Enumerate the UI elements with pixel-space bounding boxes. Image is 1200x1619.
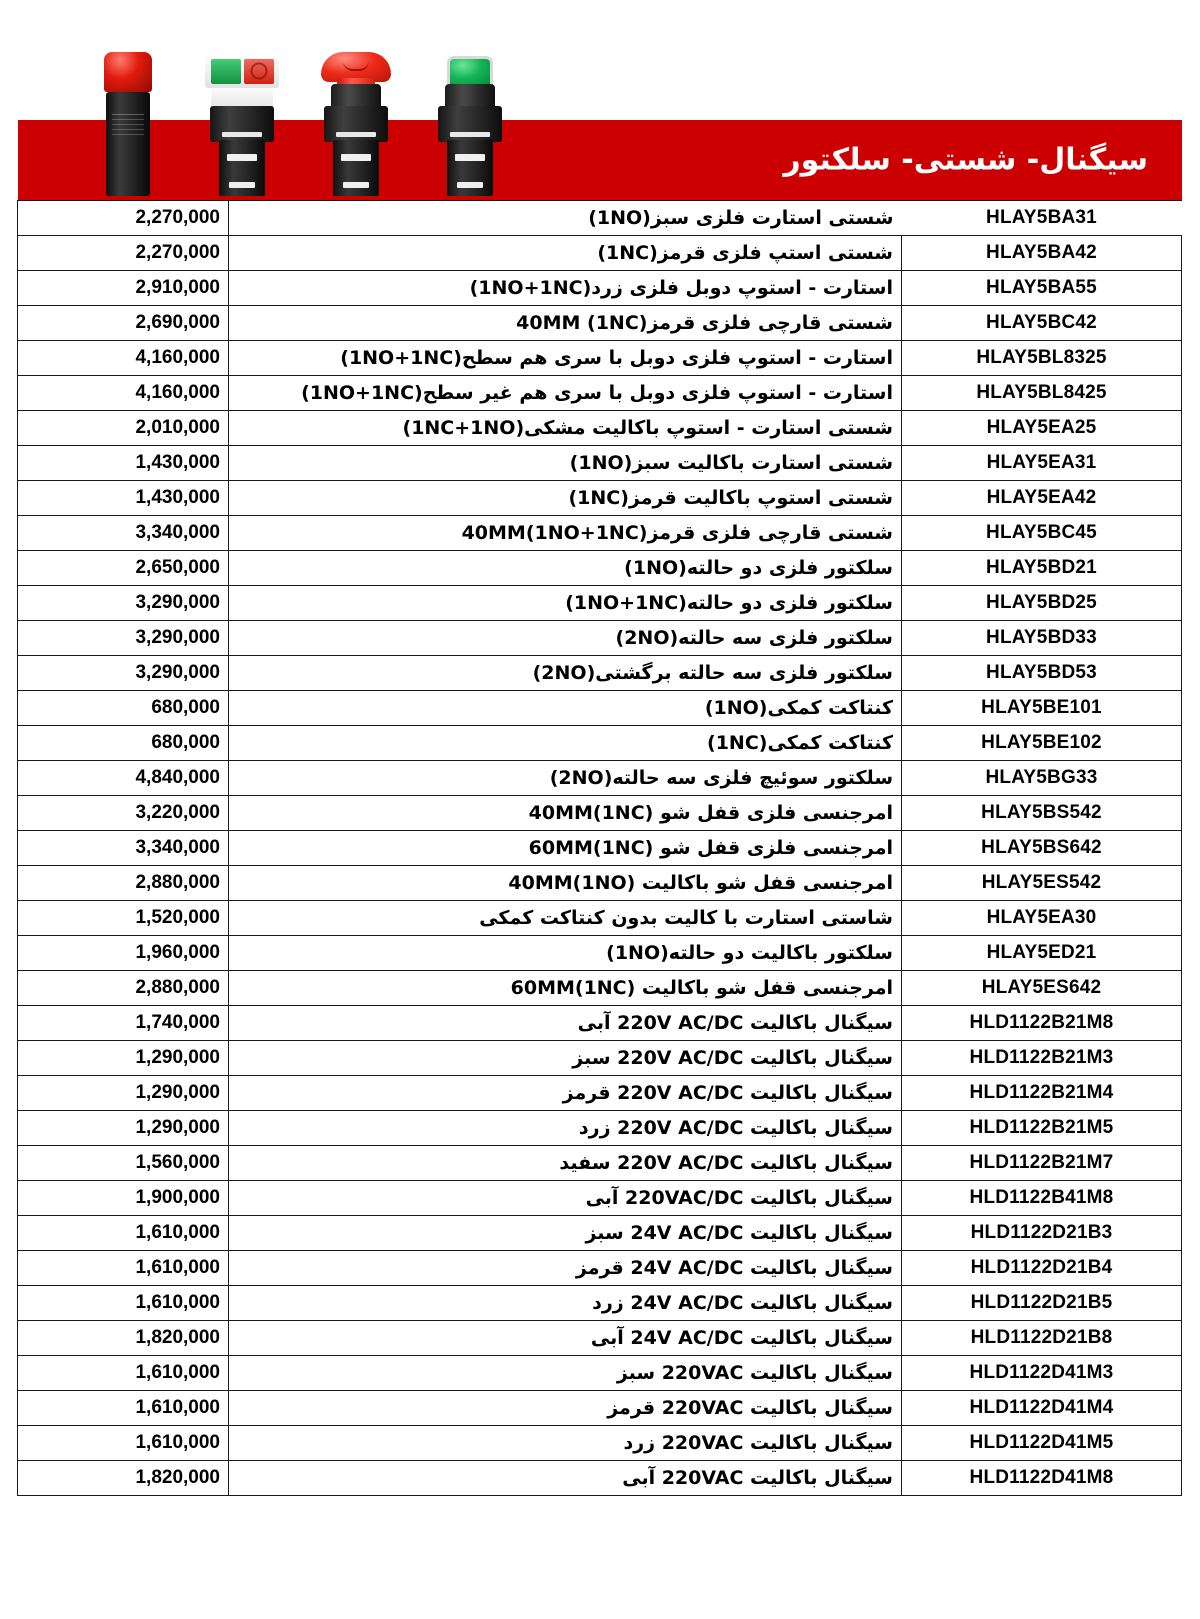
product-description-cell: سلکتور فلزی سه حالته(2NO) <box>229 621 902 656</box>
product-description-cell: سیگنال باکالیت 24V AC/DC آبی <box>229 1321 902 1356</box>
product-code-cell: HLD1122D21B5 <box>902 1286 1182 1321</box>
product-code-cell: HLD1122B21M3 <box>902 1041 1182 1076</box>
product-price-cell: 1,900,000 <box>18 1181 229 1216</box>
dual-red-green-pushbutton-image <box>194 40 290 200</box>
button-mount-block <box>210 106 274 142</box>
product-code-cell: HLD1122D41M5 <box>902 1426 1182 1461</box>
product-price-cell: 1,610,000 <box>18 1426 229 1461</box>
product-code-cell: HLD1122D21B4 <box>902 1251 1182 1286</box>
product-code-cell: HLD1122D41M3 <box>902 1356 1182 1391</box>
button-contact-block <box>219 140 265 196</box>
product-price-cell: 3,290,000 <box>18 586 229 621</box>
product-code-cell: HLAY5BE101 <box>902 691 1182 726</box>
table-row <box>18 866 1182 901</box>
table-row <box>18 1426 1182 1461</box>
product-price-cell: 4,160,000 <box>18 376 229 411</box>
table-row <box>18 551 1182 586</box>
table-row <box>18 656 1182 691</box>
product-description-cell: استارت - استوپ فلزی دوبل با سری هم سطح(1NO+1NC) <box>229 341 902 376</box>
table-row <box>18 1181 1182 1216</box>
price-table-container <box>18 200 1182 1496</box>
product-code-cell: HLAY5BD53 <box>902 656 1182 691</box>
product-price-cell: 4,160,000 <box>18 341 229 376</box>
table-row <box>18 586 1182 621</box>
table-row <box>18 796 1182 831</box>
product-description-cell: سلکتور سوئیچ فلزی سه حالته(2NO) <box>229 761 902 796</box>
product-code-cell: HLAY5BC42 <box>902 306 1182 341</box>
table-row <box>18 201 1182 236</box>
product-price-cell: 2,010,000 <box>18 411 229 446</box>
product-description-cell: امرجنسی قفل شو باکالیت 60MM(1NC) <box>229 971 902 1006</box>
table-row <box>18 306 1182 341</box>
table-row <box>18 1111 1182 1146</box>
product-description-cell: سلکتور فلزی سه حالته برگشتی(2NO) <box>229 656 902 691</box>
product-description-cell: استارت - استوپ فلزی دوبل با سری هم غیر سطح(1NO+1NC) <box>229 376 902 411</box>
product-description-cell: استارت - استوپ دوبل فلزی زرد(1NO+1NC) <box>229 271 902 306</box>
product-code-cell: HLAY5BD21 <box>902 551 1182 586</box>
product-code-cell: HLAY5BC45 <box>902 516 1182 551</box>
product-price-cell: 3,340,000 <box>18 516 229 551</box>
table-row <box>18 1006 1182 1041</box>
product-description-cell: کنتاکت کمکی(1NC) <box>229 726 902 761</box>
product-price-cell: 1,430,000 <box>18 446 229 481</box>
product-code-cell: HLD1122D21B3 <box>902 1216 1182 1251</box>
product-description-cell: شستی استارت فلزی سبز(1NO) <box>229 201 902 236</box>
product-price-cell: 2,910,000 <box>18 271 229 306</box>
product-price-cell: 1,610,000 <box>18 1356 229 1391</box>
product-price-cell: 1,740,000 <box>18 1006 229 1041</box>
product-price-cell: 1,610,000 <box>18 1391 229 1426</box>
product-code-cell: HLD1122B21M5 <box>902 1111 1182 1146</box>
table-row <box>18 236 1182 271</box>
product-price-cell: 1,960,000 <box>18 936 229 971</box>
button-contact-block <box>447 140 493 196</box>
table-row <box>18 1251 1182 1286</box>
product-description-cell: سلکتور باکالیت دو حالته(1NO) <box>229 936 902 971</box>
product-description-cell: سیگنال باکالیت 220V AC/DC زرد <box>229 1111 902 1146</box>
product-description-cell: سیگنال باکالیت 24V AC/DC سبز <box>229 1216 902 1251</box>
pilot-lamp-lens-icon <box>104 52 152 92</box>
product-code-cell: HLAY5BD33 <box>902 621 1182 656</box>
product-price-cell: 1,610,000 <box>18 1286 229 1321</box>
product-description-cell: سیگنال باکالیت 220V AC/DC قرمز <box>229 1076 902 1111</box>
product-description-cell: شاستی استارت با کالیت بدون کنتاکت کمکی <box>229 901 902 936</box>
product-description-cell: سیگنال باکالیت 220VAC/DC آبی <box>229 1181 902 1216</box>
dual-button-head-icon <box>205 54 279 88</box>
table-row <box>18 691 1182 726</box>
product-code-cell: HLAY5ES542 <box>902 866 1182 901</box>
product-photo-strip <box>48 38 518 200</box>
button-mount-block <box>324 106 388 142</box>
table-row <box>18 481 1182 516</box>
product-price-cell: 2,880,000 <box>18 866 229 901</box>
table-row <box>18 341 1182 376</box>
product-description-cell: شستی استپ فلزی قرمز(1NC) <box>229 236 902 271</box>
product-description-cell: سیگنال باکالیت 220V AC/DC سفید <box>229 1146 902 1181</box>
table-row <box>18 376 1182 411</box>
button-contact-block <box>333 140 379 196</box>
table-row <box>18 1286 1182 1321</box>
product-price-cell: 3,290,000 <box>18 656 229 691</box>
table-row <box>18 1076 1182 1111</box>
product-code-cell: HLAY5ED21 <box>902 936 1182 971</box>
product-description-cell: سیگنال باکالیت 220VAC زرد <box>229 1426 902 1461</box>
product-description-cell: سیگنال باکالیت 220VAC سبز <box>229 1356 902 1391</box>
product-description-cell: شستی قارچی فلزی قرمز40MM (1NC) <box>229 306 902 341</box>
product-price-cell: 1,520,000 <box>18 901 229 936</box>
product-price-cell: 680,000 <box>18 691 229 726</box>
product-code-cell: HLD1122D21B8 <box>902 1321 1182 1356</box>
product-price-cell: 4,840,000 <box>18 761 229 796</box>
product-description-cell: سیگنال باکالیت 220VAC آبی <box>229 1461 902 1496</box>
product-price-cell: 1,560,000 <box>18 1146 229 1181</box>
product-code-cell: HLAY5BS642 <box>902 831 1182 866</box>
product-description-cell: امرجنسی قفل شو باکالیت 40MM(1NO) <box>229 866 902 901</box>
product-price-cell: 2,650,000 <box>18 551 229 586</box>
product-code-cell: HLAY5BD25 <box>902 586 1182 621</box>
product-price-cell: 1,820,000 <box>18 1461 229 1496</box>
product-description-cell: سیگنال باکالیت 24V AC/DC زرد <box>229 1286 902 1321</box>
table-row <box>18 901 1182 936</box>
product-code-cell: HLD1122B21M7 <box>902 1146 1182 1181</box>
table-row <box>18 971 1182 1006</box>
table-row <box>18 621 1182 656</box>
product-price-cell: 2,880,000 <box>18 971 229 1006</box>
product-price-cell: 1,290,000 <box>18 1076 229 1111</box>
product-description-cell: سیگنال باکالیت 220V AC/DC سبز <box>229 1041 902 1076</box>
table-row <box>18 936 1182 971</box>
table-row <box>18 1146 1182 1181</box>
product-price-cell: 1,820,000 <box>18 1321 229 1356</box>
table-row <box>18 1356 1182 1391</box>
product-price-cell: 1,430,000 <box>18 481 229 516</box>
start-pad-icon <box>211 59 241 84</box>
product-price-cell: 2,690,000 <box>18 306 229 341</box>
product-code-cell: HLAY5BS542 <box>902 796 1182 831</box>
product-code-cell: HLAY5ES642 <box>902 971 1182 1006</box>
product-price-cell: 3,340,000 <box>18 831 229 866</box>
product-code-cell: HLAY5EA30 <box>902 901 1182 936</box>
product-code-cell: HLAY5BL8425 <box>902 376 1182 411</box>
table-row <box>18 1041 1182 1076</box>
product-description-cell: کنتاکت کمکی(1NO) <box>229 691 902 726</box>
product-code-cell: HLAY5BA42 <box>902 236 1182 271</box>
table-row <box>18 726 1182 761</box>
table-row <box>18 271 1182 306</box>
table-row <box>18 446 1182 481</box>
product-code-cell: HLAY5BL8325 <box>902 341 1182 376</box>
table-row <box>18 831 1182 866</box>
product-code-cell: HLAY5EA25 <box>902 411 1182 446</box>
product-price-cell: 3,290,000 <box>18 621 229 656</box>
product-price-cell: 1,610,000 <box>18 1251 229 1286</box>
product-price-cell: 2,270,000 <box>18 236 229 271</box>
product-description-cell: امرجنسی فلزی قفل شو 60MM(1NC) <box>229 831 902 866</box>
product-description-cell: امرجنسی فلزی قفل شو 40MM(1NC) <box>229 796 902 831</box>
product-description-cell: سلکتور فلزی دو حالته(1NO) <box>229 551 902 586</box>
table-row <box>18 1321 1182 1356</box>
product-price-cell: 1,290,000 <box>18 1041 229 1076</box>
product-code-cell: HLAY5BE102 <box>902 726 1182 761</box>
product-description-cell: شستی قارچی فلزی قرمز40MM(1NO+1NC) <box>229 516 902 551</box>
table-row <box>18 516 1182 551</box>
price-table-body <box>18 201 1182 1496</box>
product-description-cell: شستی استوپ باکالیت قرمز(1NC) <box>229 481 902 516</box>
product-code-cell: HLAY5EA42 <box>902 481 1182 516</box>
product-description-cell: سیگنال باکالیت 220VAC قرمز <box>229 1391 902 1426</box>
table-row <box>18 1216 1182 1251</box>
product-code-cell: HLD1122B21M8 <box>902 1006 1182 1041</box>
pilot-lamp-barrel <box>106 92 150 196</box>
product-description-cell: شستی استارت - استوپ باکالیت مشکی(1NC+1NO) <box>229 411 902 446</box>
product-price-cell: 1,290,000 <box>18 1111 229 1146</box>
product-code-cell: HLAY5BG33 <box>902 761 1182 796</box>
red-pilot-signal-lamp-image <box>80 40 176 200</box>
product-description-cell: شستی استارت باکالیت سبز(1NO) <box>229 446 902 481</box>
product-code-cell: HLD1122B21M4 <box>902 1076 1182 1111</box>
red-mushroom-emergency-stop-image <box>308 40 404 200</box>
product-price-cell: 2,270,000 <box>18 201 229 236</box>
product-code-cell: HLD1122D41M4 <box>902 1391 1182 1426</box>
page-title: سیگنال- شستی- سلکتور <box>783 142 1148 178</box>
product-code-cell: HLAY5BA55 <box>902 271 1182 306</box>
table-row <box>18 1461 1182 1496</box>
table-row <box>18 411 1182 446</box>
product-price-cell: 680,000 <box>18 726 229 761</box>
product-code-cell: HLAY5EA31 <box>902 446 1182 481</box>
button-mount-block <box>438 106 502 142</box>
stop-pad-icon <box>244 59 274 84</box>
table-row <box>18 1391 1182 1426</box>
product-price-cell: 1,610,000 <box>18 1216 229 1251</box>
product-code-cell: HLAY5BA31 <box>902 201 1182 236</box>
green-flush-pushbutton-image <box>422 40 518 200</box>
product-price-cell: 3,220,000 <box>18 796 229 831</box>
product-description-cell: سلکتور فلزی دو حالته(1NO+1NC) <box>229 586 902 621</box>
table-row <box>18 761 1182 796</box>
product-description-cell: سیگنال باکالیت 220V AC/DC آبی <box>229 1006 902 1041</box>
price-table <box>17 200 1182 1496</box>
product-code-cell: HLD1122D41M8 <box>902 1461 1182 1496</box>
product-code-cell: HLD1122B41M8 <box>902 1181 1182 1216</box>
product-description-cell: سیگنال باکالیت 24V AC/DC قرمز <box>229 1251 902 1286</box>
